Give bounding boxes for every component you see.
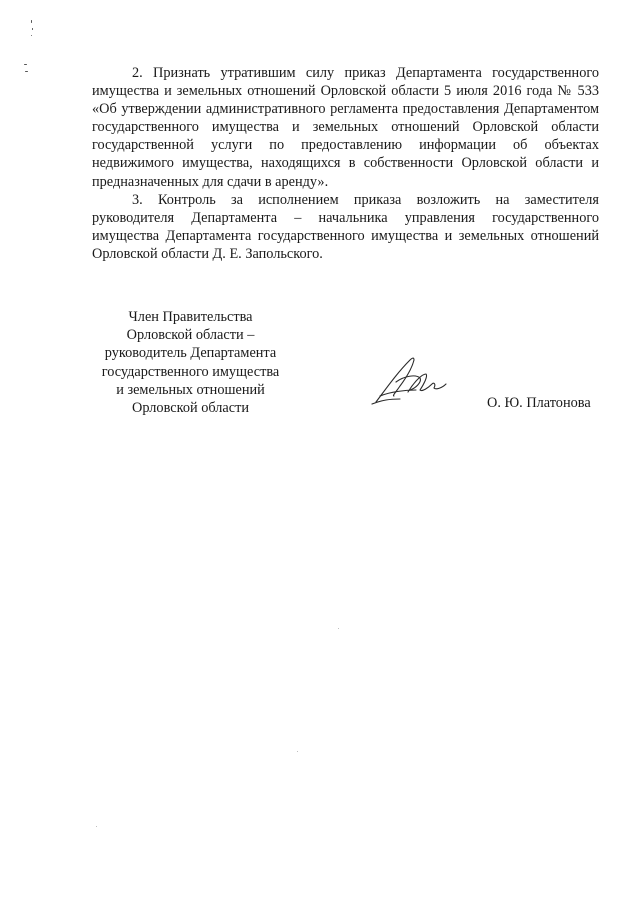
scan-speck bbox=[297, 751, 298, 752]
scan-speck bbox=[25, 71, 28, 72]
position-line: и земельных отношений bbox=[116, 381, 265, 398]
signer-name: О. Ю. Платонова bbox=[487, 395, 591, 411]
paragraph-3: 3. Контроль за исполнением приказа возложить на заместителя руководителя Департамента – начальника управления государственного имущества Департамента государственного имущества и земельных отношений Орловской области Д. Е. Запольского. bbox=[92, 191, 599, 262]
position-line: Член Правительства bbox=[128, 309, 253, 325]
scan-speck bbox=[96, 826, 97, 827]
position-line: Орловской области bbox=[132, 400, 249, 417]
scan-speck bbox=[31, 20, 32, 23]
scan-speck bbox=[338, 628, 339, 629]
document-body bbox=[92, 64, 599, 263]
position-line: Орловской области – bbox=[126, 327, 255, 344]
scan-speck bbox=[24, 64, 27, 65]
paragraph-2: 2. Признать утратившим силу приказ Департамента государственного имущества и земельных отношений Орловской области 5 июля 2016 года № 533 «Об утверждении административного регламента предоставления Департаментом государственного имущества и земельных отношений Орловской области государственной услуги по предоставлению информации об объектах недвижимого имущества, находящихся в собственности Орловской области и предназначенных для сдачи в аренду». bbox=[92, 65, 599, 190]
signatory-position bbox=[88, 308, 293, 417]
scan-speck bbox=[31, 35, 32, 36]
scan-speck bbox=[32, 28, 33, 30]
handwritten-signature bbox=[370, 352, 450, 408]
position-line: государственного имущества bbox=[101, 363, 280, 380]
position-line: руководитель Департамента bbox=[104, 345, 277, 362]
